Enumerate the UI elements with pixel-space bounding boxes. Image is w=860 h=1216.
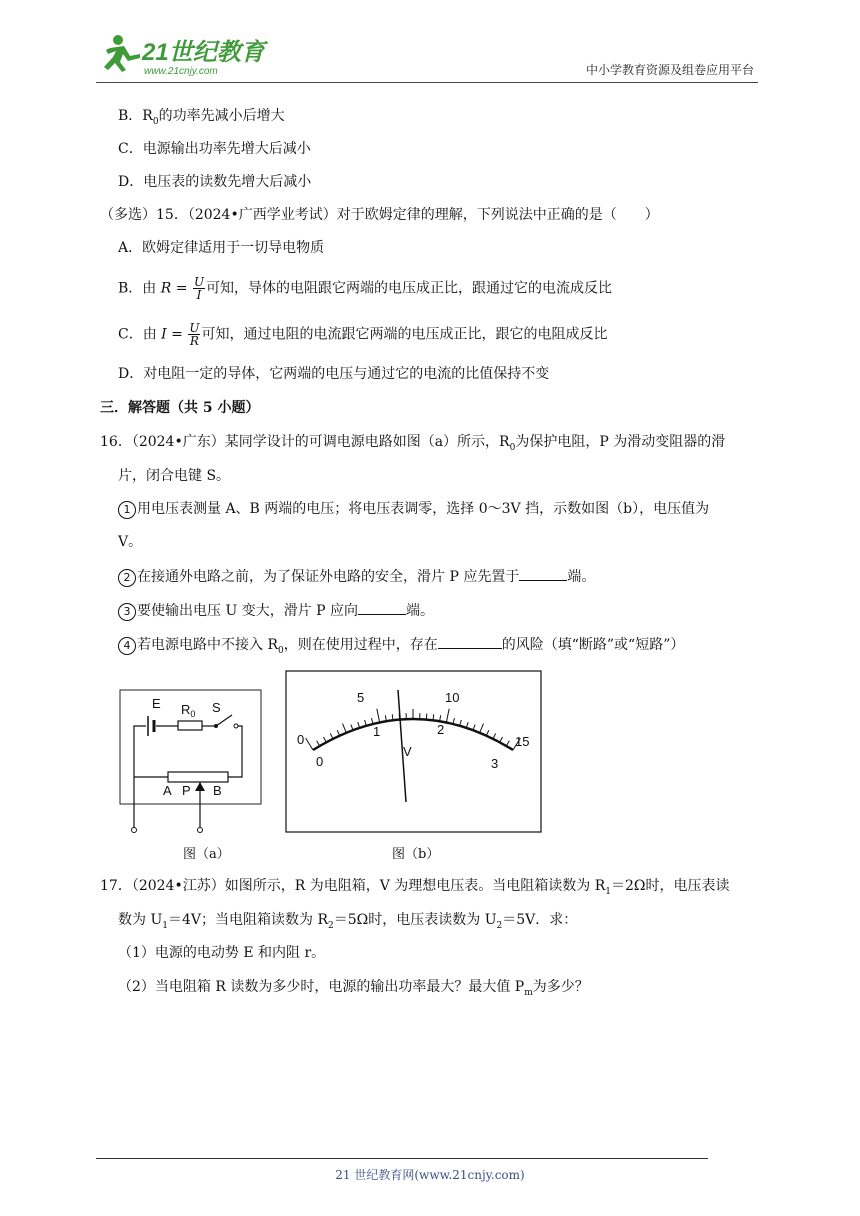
label-r0: $R_0$	[181, 702, 196, 719]
q14-option-c: C．电源输出功率先增大后减小	[118, 141, 311, 157]
inner-scale-label: 2	[437, 722, 445, 737]
terminal	[132, 828, 137, 833]
label-e: E	[152, 696, 161, 711]
q16-part-1: 1 用电压表测量 A、B 两端的电压；将电压表调零，选择 0～3V 挡，示数如图（b），电压值为	[118, 499, 709, 519]
logo-text: 21世纪教育	[142, 39, 265, 66]
terminal	[198, 828, 203, 833]
q15-option-b: B．由 R = $\frac{U}{I}$ 可知，导体的电阻跟它两端的电压成正比，跟通过它的电流成反比	[118, 275, 613, 302]
dial-tick	[377, 709, 380, 723]
q14-option-d: D．电压表的读数先增大后减小	[118, 174, 312, 190]
q17-part-2: （2）当电阻箱 R 读数为多少时，电源的输出功率最大？最大值 $P_m$为多少？	[118, 979, 589, 998]
runner-icon	[104, 35, 140, 72]
label-p: P	[182, 783, 191, 798]
q14-option-b: B．$R_0$的功率先减小后增大	[118, 108, 285, 127]
dial-tick	[317, 741, 320, 746]
inner-scale-label: 1	[373, 724, 381, 739]
platform-name: 中小学教育资源及组卷应用平台	[585, 63, 754, 77]
answer-blank[interactable]	[519, 566, 567, 581]
footer-divider	[96, 1158, 708, 1159]
dial-tick	[446, 709, 449, 723]
dial-tick	[330, 733, 333, 738]
logo-url: www.21cnjy.com	[144, 66, 218, 77]
q15-option-a: A．欧姆定律适用于一切导电物质	[118, 240, 325, 256]
label-b: B	[213, 783, 222, 798]
label-s: S	[212, 700, 221, 715]
q15-option-c: C．由 I = $\frac{U}{R}$ 可知，通过电阻的电流跟它两端的电压成正比，跟它的电阻成反比	[118, 321, 608, 348]
q16-part-2: 2 在接通外电路之前，为了保证外电路的安全，滑片 P 应先置于 端。	[118, 566, 595, 587]
q17-line-1: 17．（2024•江苏）如图所示，R 为电阻箱，V 为理想电压表。当电阻箱读数为 $R_1=2\Omega$时，电压表读	[100, 878, 730, 897]
q16-line-1: 16．（2024•广东）某同学设计的可调电源电路如图（a）所示，$R_0$为保护电阻，P 为滑动变阻器的滑	[100, 434, 726, 453]
dial-tick	[337, 730, 339, 735]
dial-tick	[480, 724, 484, 733]
outer-scale-label: 0	[297, 732, 305, 747]
dial-tick	[500, 737, 503, 742]
fraction-u-over-i: $\frac{U}{I}$	[193, 275, 205, 302]
q16-part-1-cont: V。	[118, 534, 143, 550]
battery-symbol	[148, 716, 154, 736]
answer-blank[interactable]	[438, 634, 502, 649]
dial-tick	[306, 738, 313, 750]
slider-arrow-icon	[195, 782, 205, 791]
q15-option-d: D．对电阻一定的导体，它两端的电压与通过它的电流的比值保持不变	[118, 366, 550, 382]
switch-contact	[234, 724, 238, 728]
q16-line-2: 片，闭合电键 S。	[118, 468, 231, 484]
switch-contact	[214, 724, 218, 728]
dial-tick	[486, 730, 488, 735]
unit-label-v: V	[403, 744, 412, 759]
q15-stem: （多选）15．（2024•广西学业考试）对于欧姆定律的理解，下列说法中正确的是（ ）	[100, 207, 659, 223]
outer-scale-label: 15	[515, 734, 530, 749]
q17-line-2: 数为 $U_1=4V$；当电阻箱读数为 $R_2=5\Omega$时，电压表读数为 $U_2=5V$．求：	[118, 912, 578, 931]
figure-a-caption: 图（a）	[183, 847, 230, 862]
dial-tick	[343, 724, 347, 733]
logo	[96, 30, 276, 80]
inner-scale-label: 0	[316, 754, 324, 769]
voltmeter-dial	[285, 670, 543, 834]
dial-tick	[323, 737, 326, 742]
figure-b-caption: 图（b）	[392, 847, 440, 862]
dial-tick	[493, 733, 496, 738]
page-header	[96, 30, 758, 83]
inner-scale-label: 3	[491, 756, 499, 771]
fraction-u-over-r: $\frac{U}{R}$	[189, 321, 200, 348]
q17-part-1: （1）电源的电动势 E 和内阻 r。	[118, 945, 326, 961]
label-a: A	[163, 783, 172, 798]
section-title: 三．解答题（共 5 小题）	[100, 400, 260, 416]
q16-part-4: 4 若电源电路中不接入 $R_0$，则在使用过程中，存在 的风险（填“断路”或“短路”）	[118, 634, 684, 661]
outer-scale-label: 5	[357, 690, 365, 705]
outer-scale-label: 10	[445, 690, 460, 705]
answer-blank[interactable]	[358, 600, 406, 615]
footer: 21 世纪教育网(www.21cnjy.com)	[335, 1168, 525, 1182]
q16-part-3: 3 要使输出电压 U 变大，滑片 P 应向 端。	[118, 600, 434, 621]
circuit-diagram	[118, 688, 263, 838]
dial-tick	[506, 741, 509, 746]
